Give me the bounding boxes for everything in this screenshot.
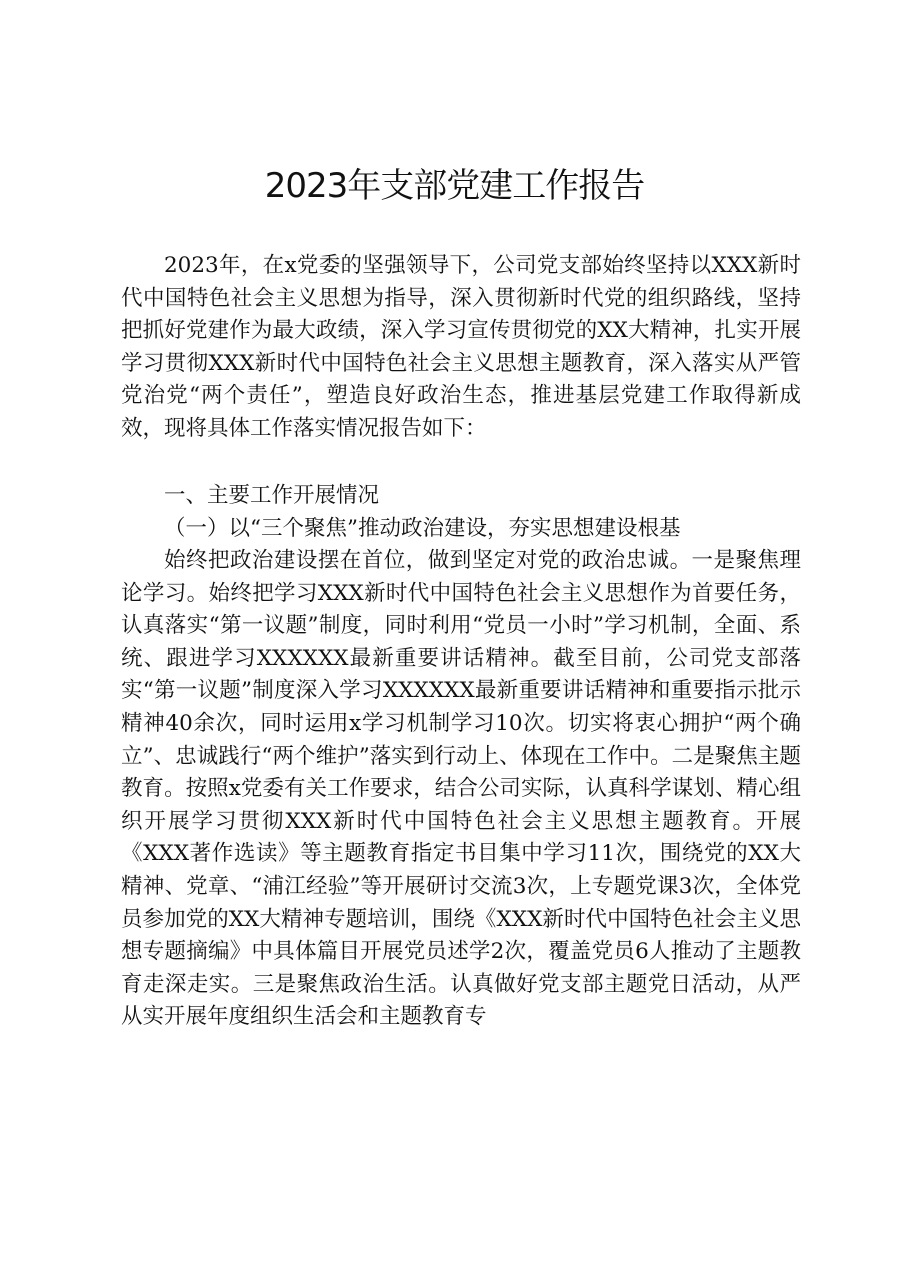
subsection-heading: （一）以“三个聚焦”推动政治建设，夯实思想建设根基 [164,516,681,541]
body-paragraph: 始终把政治建设摆在首位，做到坚定对党的政治忠诚。一是聚焦理论学习。始终把学习XXX新时代中国特色社会主义思想作为首要任务，认真落实“第一议题”制度，同时利用“党员一小时”学习机制，全面、系统、跟进学习XXXXXX最新重要讲话精神。截至目前，公司党支部落实“第一议题”制度深入学习XXXXXX最新重要讲话精神和重要指示批示精神40余次，同时运用x学习机制学习10次。切实将衷心拥护“两个确立”、忠诚践行“两个维护”落实到行动上、体现在工作中。二是聚焦主题教育。按照x党委有关工作要求，结合公司实际，认真科学谋划、精心组织开展学习贯彻XXX新时代中国特色社会主义思想主题教育。开展《XXX著作选读》等主题教育指定书目集中学习11次，围绕党的XX大精神、党章、“浦江经验”等开展研讨交流3次，上专题党课3次，全体党员参加党的XX大精神专题培训，围绕《XXX新时代中国特色社会主义思想专题摘编》中具体篇目开展党员述学2次，覆盖党员6人推动了主题教育走深走实。三是聚焦政治生活。认真做好党支部主题党日活动，从严从实开展年度组织生活会和主题教育专 [121,548,801,1030]
intro-paragraph: 2023年，在x党委的坚强领导下，公司党支部始终坚持以XXX新时代中国特色社会主义思想为指导，深入贯彻新时代党的组织路线，坚持把抓好党建作为最大政绩，深入学习宣传贯彻党的XX大精神，扎实开展学习贯彻XXX新时代中国特色社会主义思想主题教育，深入落实从严管党治党“两个责任”，塑造良好政治生态，推进基层党建工作取得新成效，现将具体工作落实情况报告如下： [121,253,801,441]
section-heading: 一、主要工作开展情况 [164,483,380,508]
document-title: 2023年支部党建工作报告 [264,166,645,206]
